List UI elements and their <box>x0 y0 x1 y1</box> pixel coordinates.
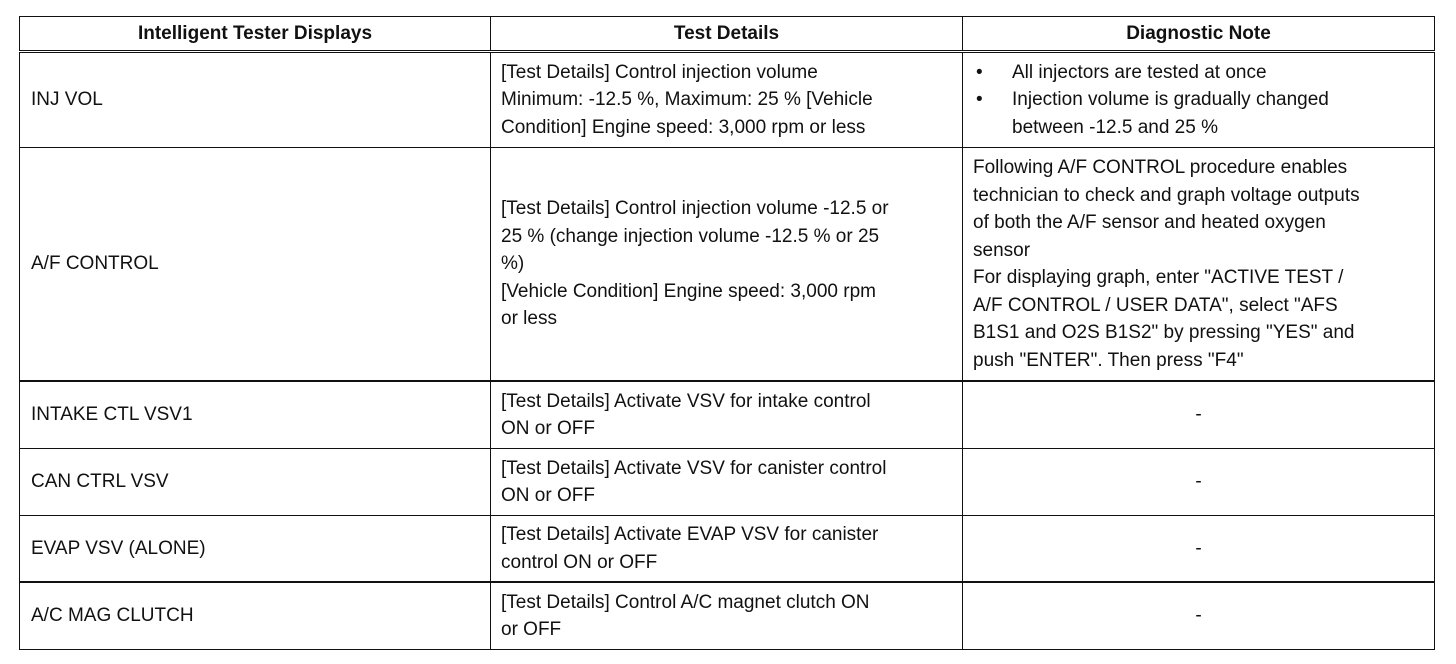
details-line: or less <box>501 308 557 330</box>
bullet-icon: • <box>976 61 983 83</box>
note-line: push "ENTER". Then press "F4" <box>973 349 1244 371</box>
details-line: control ON or OFF <box>501 551 658 573</box>
note-line: A/F CONTROL / USER DATA", select "AFS <box>973 294 1338 316</box>
active-test-table <box>19 16 1435 650</box>
note-cell: - <box>963 381 1435 449</box>
header-test-details: Test Details <box>491 17 963 52</box>
display-cell: INTAKE CTL VSV1 <box>20 381 491 449</box>
display-cell: A/F CONTROL <box>20 148 491 382</box>
note-line: Injection volume is gradually changed <box>1012 89 1329 111</box>
details-line: %) <box>501 253 525 275</box>
table-row <box>20 381 1435 449</box>
details-line: ON or OFF <box>501 485 595 506</box>
note-cell <box>963 52 1435 148</box>
bullet-icon: • <box>976 89 983 111</box>
details-cell <box>491 582 963 650</box>
table-row <box>20 516 1435 583</box>
note-line: between -12.5 and 25 % <box>1012 116 1218 138</box>
details-line: Minimum: -12.5 %, Maximum: 25 % [Vehicle <box>501 89 873 111</box>
header-diagnostic-note: Diagnostic Note <box>963 17 1435 52</box>
display-cell: CAN CTRL VSV <box>20 449 491 516</box>
details-line: [Test Details] Activate VSV for canister control <box>501 457 887 479</box>
details-line: [Test Details] Control injection volume -12.5 or <box>501 198 889 220</box>
note-cell: - <box>963 516 1435 583</box>
display-cell: INJ VOL <box>20 52 491 148</box>
note-bullet-item <box>973 59 1424 87</box>
note-cell: - <box>963 582 1435 650</box>
details-cell <box>491 381 963 449</box>
details-cell <box>491 449 963 516</box>
note-bullet-list <box>973 59 1424 142</box>
details-cell <box>491 516 963 583</box>
details-line: [Test Details] Activate EVAP VSV for canister <box>501 524 879 545</box>
note-cell: - <box>963 449 1435 516</box>
display-cell: EVAP VSV (ALONE) <box>20 516 491 583</box>
note-line: sensor <box>973 239 1031 261</box>
note-bullet-item <box>973 86 1424 141</box>
note-line: of both the A/F sensor and heated oxygen <box>973 212 1326 233</box>
note-line: For displaying graph, enter "ACTIVE TEST / <box>973 267 1344 288</box>
details-line: [Vehicle Condition] Engine speed: 3,000 rpm <box>501 280 876 302</box>
table-row <box>20 582 1435 650</box>
details-cell <box>491 148 963 382</box>
details-line: ON or OFF <box>501 418 595 439</box>
details-line: [Test Details] Control injection volume <box>501 61 818 83</box>
table-row <box>20 148 1435 382</box>
details-line: Condition] Engine speed: 3,000 rpm or less <box>501 116 866 138</box>
details-line: or OFF <box>501 619 562 640</box>
details-line: [Test Details] Activate VSV for intake control <box>501 390 871 412</box>
details-line: [Test Details] Control A/C magnet clutch ON <box>501 591 870 613</box>
note-cell <box>963 148 1435 382</box>
header-row <box>20 17 1435 52</box>
note-line: Following A/F CONTROL procedure enables <box>973 157 1348 178</box>
display-cell: A/C MAG CLUTCH <box>20 582 491 650</box>
details-cell <box>491 52 963 148</box>
table-row <box>20 52 1435 148</box>
table-row <box>20 449 1435 516</box>
note-line: technician to check and graph voltage outputs <box>973 184 1360 206</box>
note-line: All injectors are tested at once <box>1012 61 1267 83</box>
note-line: B1S1 and O2S B1S2" by pressing "YES" and <box>973 322 1355 343</box>
details-line: 25 % (change injection volume -12.5 % or 25 <box>501 225 880 247</box>
header-tester-displays: Intelligent Tester Displays <box>20 17 491 52</box>
